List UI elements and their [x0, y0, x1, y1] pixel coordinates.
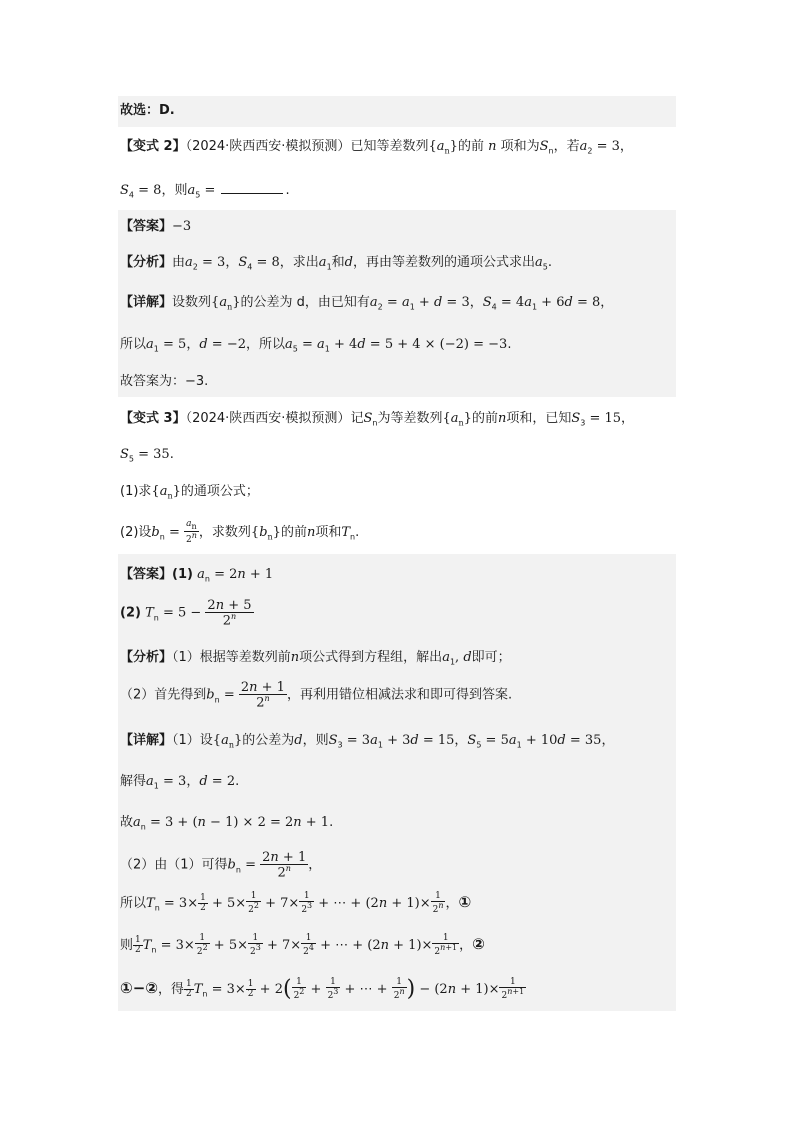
variant2-answer	[120, 220, 191, 233]
answer-blank	[221, 193, 283, 194]
series-equation-2: 则 $\frac{1}{2}$ $T_n = 3\times$ $\frac{1}{2^2}$ + 5× $\frac{1}{2^3}$ + 7× $\frac{1}{2^4}$ + ⋯ + (2n + 1)× $\frac{1}{2^{n+1}}$ ，②	[120, 933, 485, 957]
answer-label: (1)	[172, 567, 193, 582]
variant2-text: 已知等差数列	[350, 139, 429, 154]
variant2-solution-line1: 【详解】设数列$\{a_n\}$的公差为 d，由已知有$a_2 = a_1 + d = 3$，$S_4 = 4a_1 + 6d = 8$，	[120, 295, 614, 312]
analysis-text: （2）首先得到	[120, 687, 207, 703]
variant3-answer1: 【答案】(1) $a_n = 2n + 1$	[120, 567, 274, 584]
variant3-solution4: （2）由（1）可得$b_n$ = $\frac{2n + 1}{2^n}$ ，	[120, 850, 322, 881]
analysis-tag: 【分析】	[120, 650, 173, 665]
solution-text: 故	[120, 815, 134, 830]
variant2-question-line1: 【变式 2】（2024·陕西西安·模拟预测）已知等差数列$\{a_n\}$的前 n 项和为$S_n$，若$a_2 = 3$，	[120, 139, 633, 156]
mark-2: ②	[472, 935, 485, 953]
solution-text: 解得	[120, 774, 147, 789]
mark-1: ①	[458, 893, 472, 911]
analysis-tag: 【分析】	[120, 255, 173, 270]
variant3-analysis1: 【分析】（1）根据等差数列前n项公式得到方程组，解出$a_1$, d即可；	[120, 650, 511, 667]
variant3-sub1: (1)求$\{a_n\}$的通项公式；	[120, 484, 259, 501]
solution-tag: 【详解】	[120, 733, 173, 748]
analysis-text: 项公式得到方程组，解出	[299, 650, 443, 665]
variant2-question-line2: $S_4 = 8$，则$a_5$ = .	[120, 183, 290, 200]
analysis-text: 和	[331, 255, 345, 270]
answer-tag: 【答案】	[120, 567, 173, 582]
mark-1-minus-2: ①−②	[120, 979, 158, 997]
answer-tag: 【答案】	[120, 219, 173, 234]
variant3-text: ，求数列	[198, 524, 251, 540]
variant3-question-line1: 【变式 3】（2024·陕西西安·模拟预测）记$S_n$为等差数列$\{a_n\}$的前n项和，已知$S_3 = 15$，	[120, 411, 635, 428]
answer-value: −3	[172, 219, 192, 234]
variant3-tag: 【变式 3】	[120, 411, 186, 426]
solution-text: 的公差为	[242, 733, 295, 748]
solution-text: 所以	[120, 896, 147, 911]
variant2-text: 的前	[457, 139, 484, 154]
answer-label: (2)	[120, 605, 141, 621]
analysis-text: ，再利用错位相减法求和即可得到答案.	[286, 687, 513, 703]
variant3-text: 的通项公式；	[180, 484, 259, 499]
series-equation-3: ①−②，得 $\frac{1}{2}$ $T_n = 3\times$ $\frac{1}{2}$ + 2( $\frac{1}{2^2}$ + $\frac{1}{2^3}$ + ⋯ + $\frac{1}{2^n}$ ) − (2n + 1)× $\frac{1}{2^{n+1}}$	[120, 976, 525, 1002]
analysis-text: ，求出	[279, 255, 319, 270]
variant2-solution-line2: 所以$a_1 = 5$，d = −2，所以$a_5 = a_1 + 4d = 5 + 4 \times (-2) = -3$.	[120, 337, 512, 354]
variant3-analysis2: （2）首先得到$b_n$ = $\frac{2n + 1}{2^n}$ ，再利用错位相减法求和即可得到答案.	[120, 680, 513, 711]
solution-text: 设数列	[172, 295, 212, 310]
solution-text: ，则	[302, 733, 329, 748]
solution-text: 的公差为 d，由已知有	[240, 295, 370, 310]
variant3-solution2: 解得$a_1 = 3$，d = 2.	[120, 774, 240, 791]
variant2-analysis: 【分析】由$a_2 = 3$，$S_4 = 8$，求出$a_1$和d，再由等差数列的通项公式求出$a_5$.	[120, 255, 553, 272]
variant3-text: 的前	[280, 524, 307, 540]
analysis-text: （1）根据等差数列前	[172, 650, 291, 665]
variant3-question-line2: $S_5 = 35$.	[120, 447, 174, 464]
solution-text: 所以	[120, 337, 147, 352]
variant3-text: (1)求	[120, 484, 152, 499]
analysis-text: ，再由等差数列的通项公式求出	[353, 255, 536, 270]
variant2-text: ，若	[553, 139, 580, 154]
variant3-text: 项和	[315, 524, 342, 540]
variant3-text: 为等差数列	[377, 411, 443, 426]
variant2-source: （2024·陕西西安·模拟预测）	[185, 139, 351, 154]
series-equation-1: 所以$T_n = 3\times$ $\frac{1}{2}$ + 5× $\frac{1}{2^2}$ + 7× $\frac{1}{2^3}$ + ⋯ + (2n + 1)× $\frac{1}{2^n}$ ，①	[120, 891, 472, 915]
variant3-text: 的前	[471, 411, 498, 426]
solution-text: （2）由（1）可得	[120, 857, 228, 873]
variant2-tag: 【变式 2】	[120, 139, 186, 154]
variant3-solution3: 故$a_n = 3 + (n - 1) \times 2 = 2n + 1$.	[120, 815, 334, 832]
variant3-source: （2024·陕西西安·模拟预测）	[185, 411, 351, 426]
variant3-solution1: 【详解】（1）设$\{a_n\}$的公差为d，则$S_3 = 3a_1 + 3d = 15$，$S_5 = 5a_1 + 10d = 35$，	[120, 733, 615, 750]
variant3-answer2: (2) $T_n = 5$ − $\frac{2n + 5}{2^n}$	[120, 598, 252, 629]
variant3-text: (2)设	[120, 524, 152, 540]
analysis-text: 即可；	[471, 650, 511, 665]
variant2-final: 故答案为：−3.	[120, 374, 209, 389]
variant3-sub2: (2)设$b_n$ = $\frac{a_n}{2^n}$ ，求数列$\{b_n\}$的前n项和$T_n$.	[120, 519, 360, 545]
solution-text: （1）设	[172, 733, 213, 748]
conclusion-line: 故选：D.	[120, 103, 175, 118]
answer-band-1	[118, 96, 676, 127]
variant3-text: 项和，已知	[506, 411, 572, 426]
analysis-text: 由	[172, 255, 186, 270]
solution-text: ，得	[157, 982, 184, 997]
solution-text: 则	[120, 938, 134, 953]
variant2-text: 项和为	[500, 139, 540, 154]
variant3-text: 记	[350, 411, 364, 426]
solution-tag: 【详解】	[120, 295, 173, 310]
